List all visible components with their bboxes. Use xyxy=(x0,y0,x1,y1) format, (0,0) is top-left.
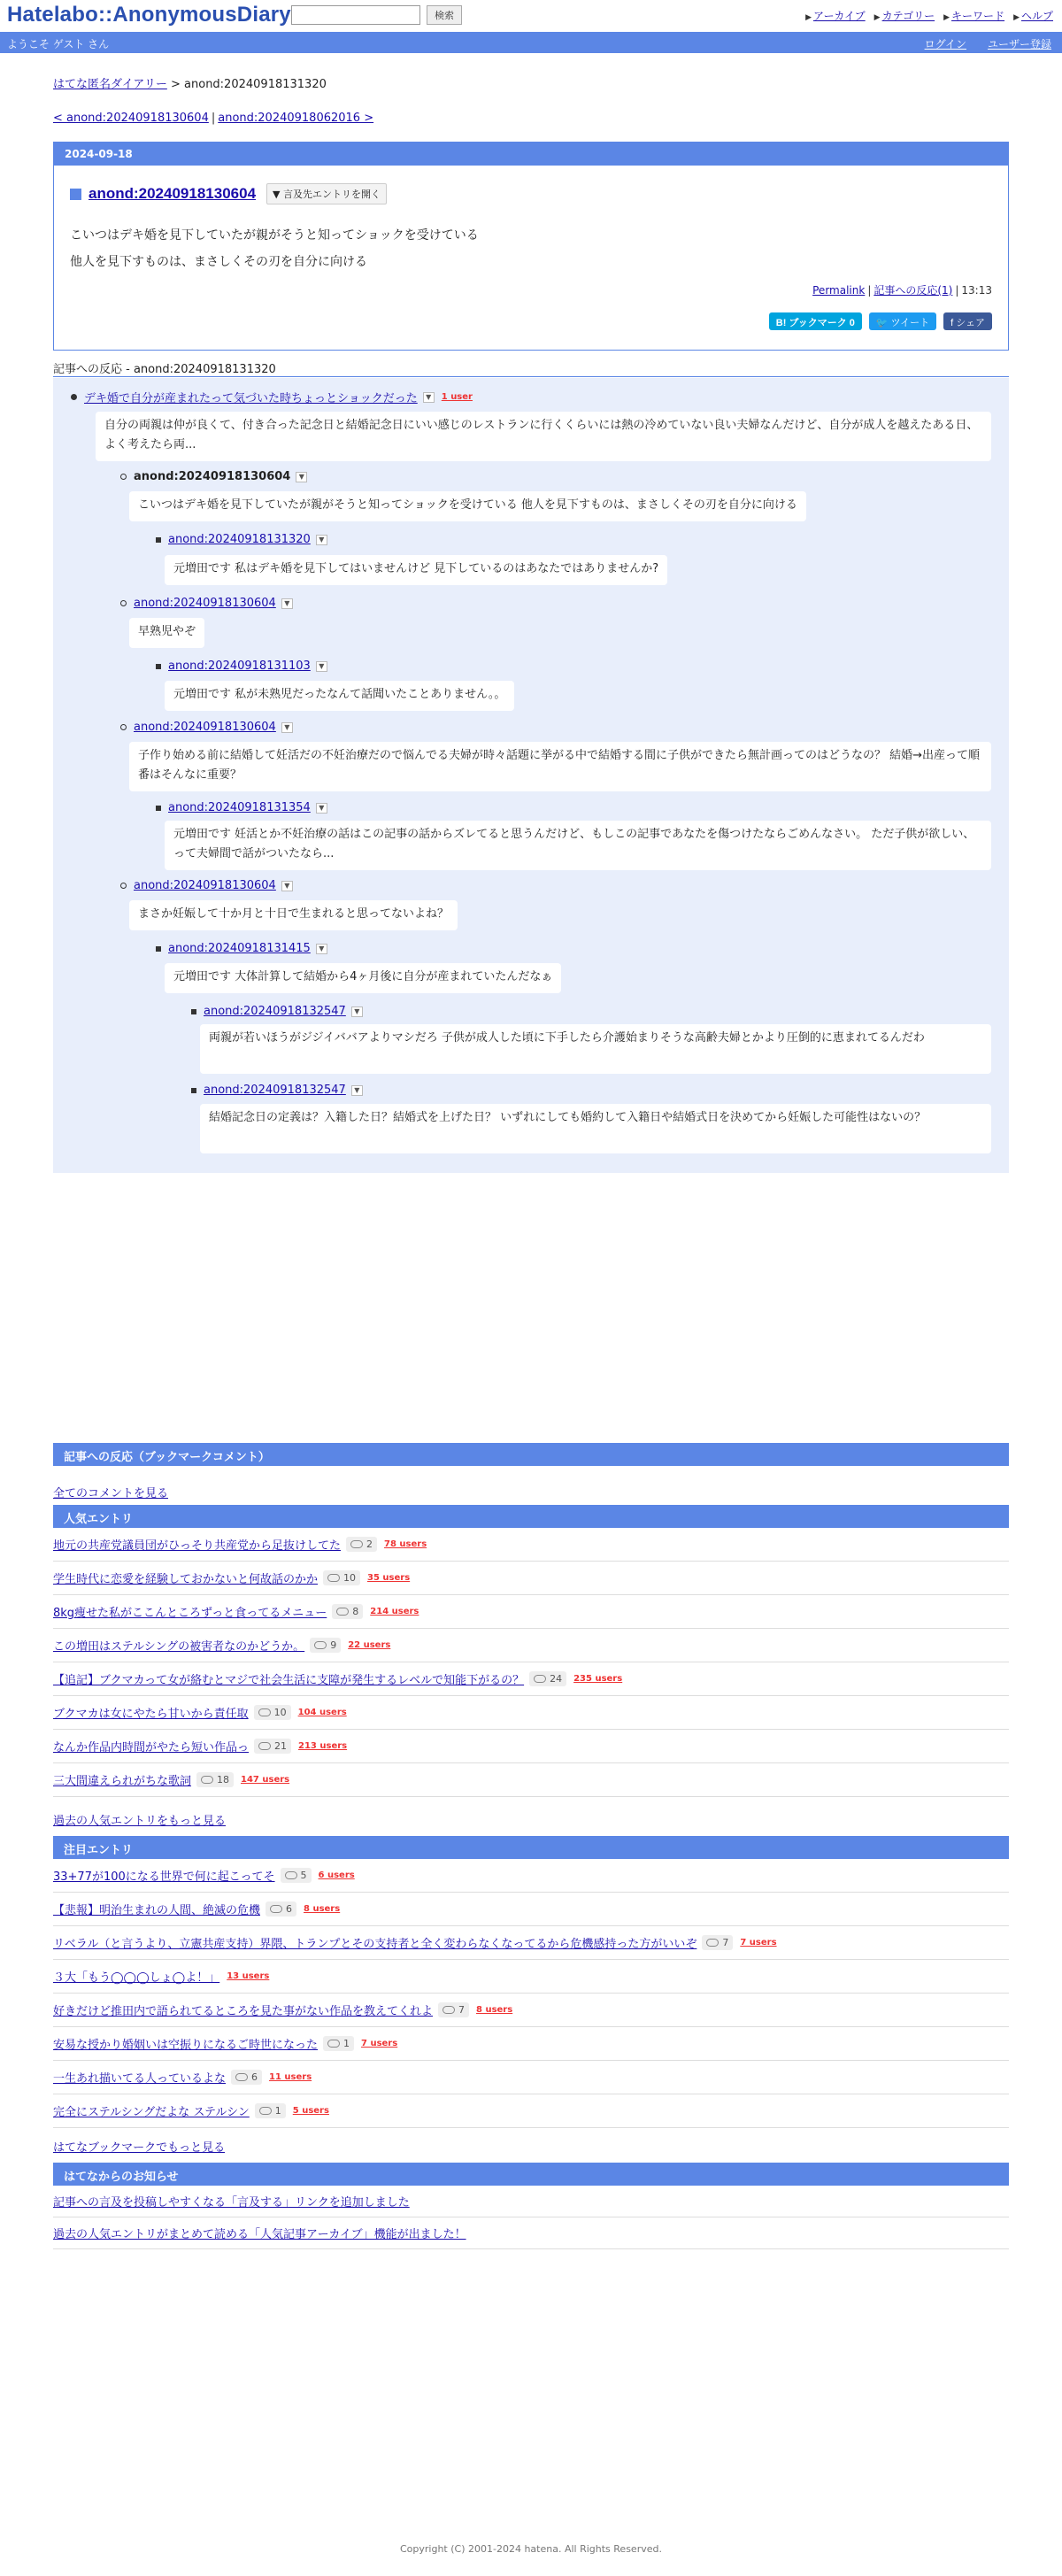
comment-count[interactable]: 8 xyxy=(332,1604,363,1619)
site-logo[interactable]: Hatelabo::AnonymousDiary xyxy=(7,3,291,27)
tree-node xyxy=(120,879,293,892)
entry-list-item xyxy=(53,2094,1009,2128)
user-bar xyxy=(0,32,1062,53)
entry-link[interactable]: 地元の共産党議員団がひっそり共産党から足抜けしてた xyxy=(53,1539,342,1553)
node-excerpt: 元増田です 私はデキ婚を見下してはいませんけど 見下しているのはあなたではありませんか? xyxy=(165,555,667,585)
speech-bubble-icon xyxy=(235,2073,248,2081)
entry-list-item xyxy=(53,2027,1009,2061)
speech-bubble-icon xyxy=(336,1608,349,1616)
triangle-right-icon: ▶ xyxy=(873,13,881,22)
entry-box xyxy=(53,142,1009,351)
node-link[interactable]: anond:20240918131415 xyxy=(168,942,311,955)
comment-count[interactable]: 21 xyxy=(254,1739,291,1754)
node-excerpt: 元増田です 妊活とか不妊治療の話はこの記事の話からズレてると思うんだけど、もしこの記事であなたを傷つけたならごめんなさい。 ただ子供が欲しい、って夫婦間で話がついたなら... xyxy=(165,821,991,870)
open-mention-button[interactable]: ▼ 言及先エントリを開く xyxy=(266,183,387,204)
chevron-down-icon[interactable]: ▼ xyxy=(316,803,327,814)
node-link[interactable]: anond:20240918131103 xyxy=(168,659,311,673)
comment-count[interactable]: 10 xyxy=(254,1705,291,1720)
reactions-heading: 記事への反応 - anond:20240918131320 xyxy=(53,359,1009,377)
bookmark-comments-heading: 記事への反応（ブックマークコメント） xyxy=(53,1443,1009,1466)
users-badge[interactable]: 13 users xyxy=(227,1971,270,1981)
comment-count[interactable]: 5 xyxy=(281,1868,312,1883)
next-entry-link[interactable]: anond:20240918062016 > xyxy=(218,112,374,125)
chevron-down-icon[interactable]: ▼ xyxy=(316,944,327,954)
entry-list-item xyxy=(53,1893,1009,1926)
account-links xyxy=(925,36,1051,51)
comment-count[interactable]: 18 xyxy=(196,1772,234,1787)
node-link[interactable]: anond:20240918130604 xyxy=(134,879,276,892)
root-excerpt: 自分の両親は仲が良くて、付き合った記念日と結婚記念日にいい感じのレストランに行くくらいには熱の冷めていない良い夫婦なんだけど、自分が成人を越えたある日、よく考えたら両... xyxy=(96,412,991,461)
entry-list-item xyxy=(53,1696,1009,1730)
entry-title-row xyxy=(70,183,387,204)
login-link[interactable]: ログイン xyxy=(924,38,966,50)
speech-bubble-icon xyxy=(442,2006,455,2014)
all-comments-link[interactable]: 全てのコメントを見る xyxy=(53,1487,169,1500)
bullet-icon xyxy=(156,806,161,811)
twitter-icon: 🐦 xyxy=(875,318,891,328)
entry-list-item xyxy=(53,1994,1009,2027)
bullet-icon xyxy=(156,537,161,543)
square-icon xyxy=(70,189,81,200)
notices-heading: はてなからのお知らせ xyxy=(53,2163,1009,2186)
users-badge[interactable]: 213 users xyxy=(298,1741,348,1751)
bullet-icon xyxy=(120,600,127,606)
entry-list-item xyxy=(53,1662,1009,1696)
comment-count[interactable]: 24 xyxy=(529,1671,566,1686)
node-excerpt: 結婚記念日の定義は？入籍した日？結婚式を上げた日？ いずれにしても婚約して入籍日や結婚式日を決めてから妊娠した可能性はないの？ xyxy=(200,1104,991,1153)
users-badge[interactable]: 35 users xyxy=(367,1573,411,1583)
speech-bubble-icon xyxy=(270,1905,282,1913)
tree-node xyxy=(120,721,293,734)
entry-body-line: こいつはデキ婚を見下していたが親がそうと知ってショックを受けている xyxy=(70,228,479,243)
comment-count[interactable]: 7 xyxy=(438,2002,469,2017)
tree-node xyxy=(156,942,327,955)
breadcrumb-current: anond:20240918131320 xyxy=(184,78,327,91)
speech-bubble-icon xyxy=(327,1574,340,1582)
nav-keyword[interactable]: ▶ キーワード xyxy=(943,10,1005,22)
bullet-icon xyxy=(120,474,127,480)
speech-bubble-icon xyxy=(314,1641,327,1649)
breadcrumb-home[interactable]: はてな匿名ダイアリー xyxy=(53,78,167,91)
entry-list-item xyxy=(53,1528,1009,1562)
users-badge[interactable]: 1 user xyxy=(441,392,473,402)
search-button[interactable]: 検索 xyxy=(427,5,462,25)
triangle-right-icon: ▶ xyxy=(943,13,950,22)
node-excerpt: 子作り始める前に結婚して妊活だの不妊治療だので悩んでる夫婦が時々話題に挙がる中で結婚する間に子供ができたら無計画ってのはどうなの？ 結婚→出産って順番はそんなに重要？ xyxy=(129,742,991,791)
popular-heading: 人気エントリ xyxy=(53,1505,1009,1528)
copyright: Copyright (C) 2001-2024 hatena. All Rights Reserved. xyxy=(400,2543,662,2555)
users-badge[interactable]: 235 users xyxy=(573,1674,623,1684)
tree-node xyxy=(156,533,327,546)
entry-date: 2024-09-18 xyxy=(54,143,1008,166)
breadcrumb-separator: > xyxy=(170,78,181,91)
nav-category[interactable]: ▶ カテゴリー xyxy=(873,10,935,22)
entry-list-item xyxy=(53,1926,1009,1960)
users-badge[interactable]: 5 users xyxy=(292,2106,329,2116)
tree-node xyxy=(120,470,307,483)
chevron-down-icon[interactable]: ▼ xyxy=(351,1085,363,1096)
entry-link[interactable]: 33+77が100になる世界で何に起こってそ xyxy=(53,1870,275,1884)
entry-list-item xyxy=(53,1859,1009,1893)
users-badge[interactable]: 6 users xyxy=(318,1870,355,1880)
speech-bubble-icon xyxy=(258,1708,271,1716)
header-nav xyxy=(805,8,1053,23)
node-link[interactable]: anond:20240918130604 xyxy=(134,721,276,734)
comment-count[interactable]: 9 xyxy=(310,1638,341,1653)
entry-meta: Permalink | 記事への反応(1) | 13:13 xyxy=(812,284,992,297)
nav-archive[interactable]: ▶ アーカイブ xyxy=(805,10,866,22)
entry-list-item xyxy=(53,1763,1009,1797)
entry-link[interactable]: ３大「もう◯◯◯しょ◯よ！」 xyxy=(53,1971,220,1985)
speech-bubble-icon xyxy=(350,1540,363,1548)
root-entry-link[interactable]: デキ婚で自分が産まれたって気づいた時ちょっとショックだった xyxy=(84,392,418,405)
speech-bubble-icon xyxy=(706,1939,719,1947)
notice-item: 過去の人気エントリがまとめて読める「人気記事アーカイブ」機能が出ました！ xyxy=(53,2217,1009,2249)
comment-count[interactable]: 6 xyxy=(231,2070,262,2085)
share-buttons xyxy=(769,312,992,330)
speech-bubble-icon xyxy=(201,1776,213,1784)
tree-node xyxy=(191,1005,363,1018)
entry-body-line: 他人を見下すものは、まさしくその刃を自分に向ける xyxy=(70,255,367,269)
hatena-bookmark-button[interactable]: B! ブックマーク 0 xyxy=(769,312,862,330)
entry-list-item xyxy=(53,1629,1009,1662)
chevron-down-icon[interactable]: ▼ xyxy=(316,661,327,672)
entry-link[interactable]: なんか作品内時間がやたら短い作品っ xyxy=(53,1741,250,1755)
users-badge[interactable]: 104 users xyxy=(297,1708,347,1717)
users-badge[interactable]: 7 users xyxy=(361,2039,398,2048)
entry-link[interactable]: 三大間違えられがちな歌詞 xyxy=(53,1775,192,1788)
users-badge[interactable]: 147 users xyxy=(241,1775,290,1785)
entry-link[interactable]: 安易な授かり婚姻いは空振りになるご時世になった xyxy=(53,2039,319,2052)
tree-node xyxy=(120,597,293,610)
featured-heading: 注目エントリ xyxy=(53,1836,1009,1859)
entry-link[interactable]: 【悲報】明治生まれの人間、絶滅の危機 xyxy=(53,1904,261,1917)
bullet-icon xyxy=(71,394,77,400)
entry-link[interactable]: 好きだけど推田内で語られてるところを見た事がない作品を教えてくれよ xyxy=(53,2005,434,2018)
entry-list-item xyxy=(53,1960,1009,1994)
chevron-down-icon[interactable]: ▼ xyxy=(281,598,293,609)
node-link[interactable]: anond:20240918132547 xyxy=(204,1084,346,1097)
facebook-share-button[interactable]: f シェア xyxy=(943,312,992,330)
entry-link[interactable]: 【追記】ブクマカって女が絡むとマジで社会生活に支障が発生するレベルで知能下がるの？ xyxy=(53,1674,525,1687)
reactions-link[interactable]: 記事への反応(1) xyxy=(873,284,953,297)
node-link[interactable]: anond:20240918131320 xyxy=(168,533,311,546)
tree-root-head xyxy=(71,389,473,405)
chevron-down-icon[interactable]: ▼ xyxy=(296,472,307,482)
popular-more-link[interactable]: 過去の人気エントリをもっと見る xyxy=(53,1815,227,1828)
bullet-icon xyxy=(120,883,127,889)
node-excerpt: まさか妊娠して十か月と十日で生まれると思ってないよね？ xyxy=(129,900,458,930)
bullet-icon xyxy=(120,724,127,730)
comment-count[interactable]: 7 xyxy=(702,1935,733,1950)
permalink[interactable]: Permalink xyxy=(812,284,866,297)
entry-link[interactable]: 8kg痩せた私がここんところずっと食ってるメニュー xyxy=(53,1607,327,1620)
node-link[interactable]: anond:20240918130604 xyxy=(134,597,276,610)
entry-title[interactable]: anond:20240918130604 xyxy=(88,185,257,202)
chevron-down-icon[interactable]: ▼ xyxy=(281,722,293,733)
comment-count[interactable]: 2 xyxy=(346,1537,377,1552)
search-input[interactable] xyxy=(291,5,420,25)
users-badge[interactable]: 11 users xyxy=(269,2072,312,2082)
triangle-right-icon: ▶ xyxy=(1013,13,1020,22)
users-badge[interactable]: 214 users xyxy=(370,1607,419,1616)
users-badge[interactable]: 8 users xyxy=(476,2005,513,2015)
entry-link[interactable]: この増田はステルシングの被害者なのかどうか。 xyxy=(53,1640,305,1654)
comment-count[interactable]: 10 xyxy=(323,1570,360,1585)
entry-link[interactable]: 学生時代に恋愛を経験しておかないと何故話のかか xyxy=(53,1573,319,1586)
speech-bubble-icon xyxy=(534,1675,546,1683)
featured-more-link[interactable]: はてなブックマークでもっと見る xyxy=(53,2141,226,2155)
register-link[interactable]: ユーザー登録 xyxy=(987,38,1051,50)
tree-node xyxy=(191,1084,363,1097)
node-excerpt: 早熟児やぞ xyxy=(129,618,204,648)
entry-list-item xyxy=(53,2061,1009,2094)
users-badge[interactable]: 7 users xyxy=(740,1938,777,1947)
bullet-icon xyxy=(191,1009,196,1014)
speech-bubble-icon xyxy=(327,2040,340,2048)
facebook-icon: f xyxy=(950,318,957,328)
triangle-right-icon: ▶ xyxy=(805,13,812,22)
comment-count[interactable]: 1 xyxy=(323,2036,354,2051)
entry-list-item xyxy=(53,1730,1009,1763)
entry-link[interactable]: 完全にステルシングだよな ステルシン xyxy=(53,2106,250,2119)
chevron-down-icon[interactable]: ▼ xyxy=(316,535,327,545)
header xyxy=(0,0,1062,32)
speech-bubble-icon xyxy=(259,2107,272,2115)
node-excerpt: こいつはデキ婚を見下していたが親がそうと知ってショックを受けている 他人を見下すものは、まさしくその刃を自分に向ける xyxy=(129,491,806,521)
bullet-icon xyxy=(156,664,161,669)
prev-next-nav xyxy=(53,112,373,125)
tree-node xyxy=(156,659,327,673)
bullet-icon xyxy=(191,1088,196,1093)
entry-link[interactable]: ブクマカは女にやたら甘いから責任取 xyxy=(53,1708,249,1721)
entry-list-item xyxy=(53,1562,1009,1595)
welcome-text: ようこそ ゲスト さん xyxy=(7,38,110,50)
node-title: anond:20240918130604 xyxy=(134,470,291,483)
speech-bubble-icon xyxy=(258,1742,271,1750)
entry-link[interactable]: リベラル（と言うより、立憲共産支持）界隈、トランプとその支持者と全く変わらなくなってるから危機感持った方がいいぞ xyxy=(53,1938,697,1951)
node-excerpt: 元増田です 大体計算して結婚から4ヶ月後に自分が産まれていたんだなぁ xyxy=(165,963,561,993)
prev-entry-link[interactable]: < anond:20240918130604 xyxy=(53,112,209,125)
reaction-tree xyxy=(53,378,1009,1173)
node-excerpt: 両親が若いほうがジジイババアよりマシだろ 子供が成人した頃に下手したら介護始まりそうな高齢夫婦とかより圧倒的に恵まれてるんだわ xyxy=(200,1024,991,1074)
speech-bubble-icon xyxy=(285,1871,297,1879)
node-excerpt: 元増田です 私が未熟児だったなんて話聞いたことありません。。 xyxy=(165,681,514,711)
notice-item: 記事への言及を投稿しやすくなる「言及する」リンクを追加しました xyxy=(53,2186,1009,2217)
node-link[interactable]: anond:20240918131354 xyxy=(168,801,311,814)
users-badge[interactable]: 78 users xyxy=(384,1539,427,1549)
users-badge[interactable]: 8 users xyxy=(304,1904,341,1914)
comment-count[interactable]: 1 xyxy=(255,2103,286,2118)
bullet-icon xyxy=(156,946,161,952)
users-badge[interactable]: 22 users xyxy=(348,1640,391,1650)
nav-help[interactable]: ▶ ヘルプ xyxy=(1013,10,1053,22)
node-link[interactable]: anond:20240918132547 xyxy=(204,1005,346,1018)
entry-list-item xyxy=(53,1595,1009,1629)
entry-link[interactable]: 一生あれ描いてる人っているよな xyxy=(53,2072,227,2086)
comment-count[interactable]: 6 xyxy=(266,1901,296,1917)
breadcrumb xyxy=(53,74,327,91)
chevron-down-icon[interactable]: ▼ xyxy=(351,1006,363,1017)
entry-time: 13:13 xyxy=(961,284,992,297)
chevron-down-icon[interactable]: ▼ xyxy=(423,392,435,403)
chevron-down-icon[interactable]: ▼ xyxy=(281,881,293,891)
prevnext-separator: | xyxy=(211,112,216,125)
tree-node xyxy=(156,801,327,814)
tweet-button[interactable]: 🐦 ツイート xyxy=(869,312,936,330)
